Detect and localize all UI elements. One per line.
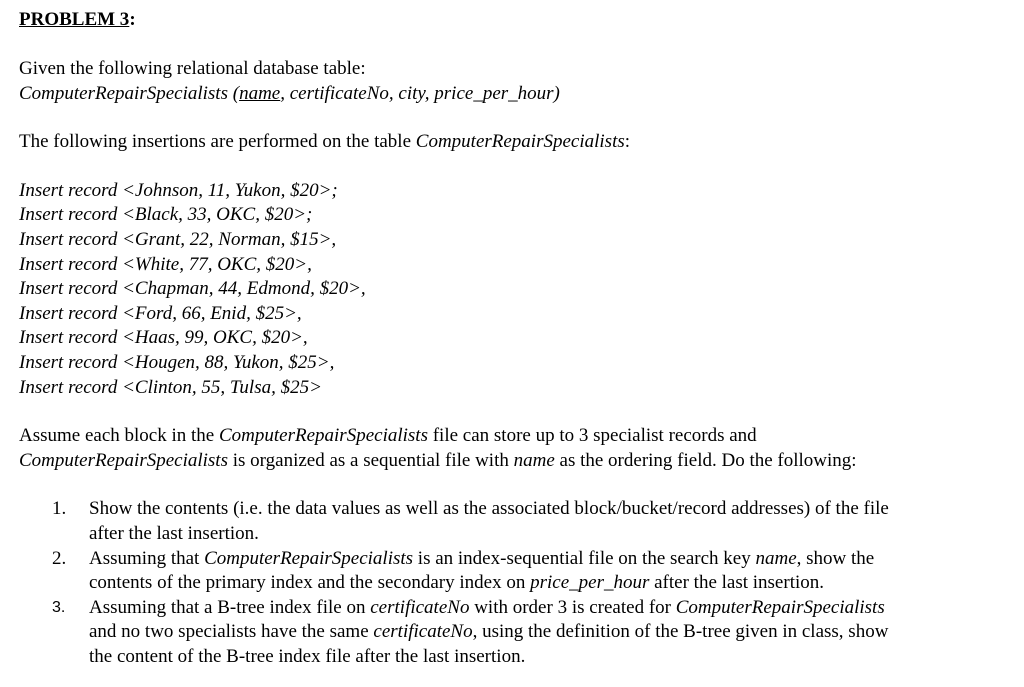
assumption-text: as the ordering field. Do the following: <box>554 449 857 471</box>
task-number: 3. <box>52 598 66 616</box>
spacer <box>19 473 1004 497</box>
task-text-part: contents of the primary index and the secondary index on <box>89 572 531 594</box>
insert-record: Insert record <Haas, 99, OKC, $20>, <box>19 327 308 349</box>
assumption-table: ComputerRepairSpecialists <box>218 425 428 447</box>
task-text-part: and no two specialists have the same <box>89 621 374 643</box>
assumption-line-1 <box>19 424 1004 449</box>
schema-table-name: ComputerRepairSpecialists ( <box>19 82 240 104</box>
insertions-intro <box>19 130 1004 155</box>
task-item-3 <box>19 596 1004 670</box>
spacer <box>19 400 1004 424</box>
task-table: ComputerRepairSpecialists <box>204 547 414 569</box>
insert-record: Insert record <Chapman, 44, Edmond, $20>, <box>19 278 366 300</box>
spacer <box>19 106 1004 130</box>
insertions-intro-suffix: : <box>624 131 631 153</box>
task-text <box>89 547 1004 572</box>
task-text-part: Assuming that <box>89 547 205 569</box>
insert-record: Insert record <Hougen, 88, Yukon, $25>, <box>19 351 335 373</box>
insert-record: Insert record <Ford, 66, Enid, $25>, <box>19 302 302 324</box>
task-item-2 <box>19 547 1004 596</box>
task-text-part: , using the definition of the B-tree given in class, show <box>472 621 889 643</box>
task-table: ComputerRepairSpecialists <box>675 596 885 618</box>
task-text-part: Assuming that a B-tree index file on <box>89 596 371 618</box>
assumption-field: name <box>513 449 555 471</box>
task-item-1 <box>19 497 1004 546</box>
insertions-intro-table: ComputerRepairSpecialists <box>415 131 625 153</box>
task-list <box>19 497 1004 669</box>
insert-record: Insert record <Grant, 22, Norman, $15>, <box>19 228 337 250</box>
task-text-part: with order 3 is created for <box>469 596 676 618</box>
task-text: Show the contents (i.e. the data values as well as the associated block/bucket/record addresses) of the file <box>89 498 889 520</box>
schema-key-attribute: name <box>239 82 281 104</box>
task-text-part: , show the <box>796 547 875 569</box>
spacer <box>19 155 1004 179</box>
task-text <box>89 596 1004 621</box>
insert-records-list <box>19 179 1004 400</box>
schema-other-attributes: , certificateNo, city, price_per_hour) <box>280 82 560 104</box>
task-key: name <box>755 547 797 569</box>
intro-line: Given the following relational database table: <box>19 58 366 79</box>
assumption-table: ComputerRepairSpecialists <box>19 449 228 471</box>
spacer <box>19 33 1004 57</box>
problem-heading <box>19 8 1004 33</box>
insert-record: Insert record <Clinton, 55, Tulsa, $25> <box>19 376 322 398</box>
insertions-intro-line <box>19 130 1004 155</box>
task-field: price_per_hour <box>530 572 650 594</box>
insert-record: Insert record <White, 77, OKC, $20>, <box>19 253 312 275</box>
task-text <box>89 620 1004 645</box>
insertions-intro-prefix: The following insertions are performed on the table <box>19 131 416 153</box>
assumption-text: Assume each block in the <box>19 425 219 447</box>
problem-heading-text: PROBLEM 3 <box>19 9 130 30</box>
assumption-paragraph <box>19 424 1004 473</box>
intro-paragraph <box>19 57 1004 106</box>
task-number: 2. <box>52 547 67 569</box>
assumption-text: is organized as a sequential file with <box>227 449 514 471</box>
task-text-part: is an index-sequential file on the search key <box>413 547 756 569</box>
task-key: certificateNo <box>370 596 470 618</box>
task-key: certificateNo <box>373 621 473 643</box>
table-schema <box>19 82 1004 107</box>
assumption-line-2 <box>19 449 1004 474</box>
task-text-part: after the last insertion. <box>649 572 824 594</box>
insert-record: Insert record <Black, 33, OKC, $20>; <box>19 204 313 226</box>
task-number: 1. <box>52 498 67 520</box>
task-text: the content of the B-tree index file after the last insertion. <box>89 645 526 667</box>
insert-record: Insert record <Johnson, 11, Yukon, $20>; <box>19 179 338 201</box>
task-text: after the last insertion. <box>89 522 259 544</box>
problem-heading-colon: : <box>129 9 136 30</box>
assumption-text: file can store up to 3 specialist records and <box>427 425 757 447</box>
task-text <box>89 571 1004 596</box>
